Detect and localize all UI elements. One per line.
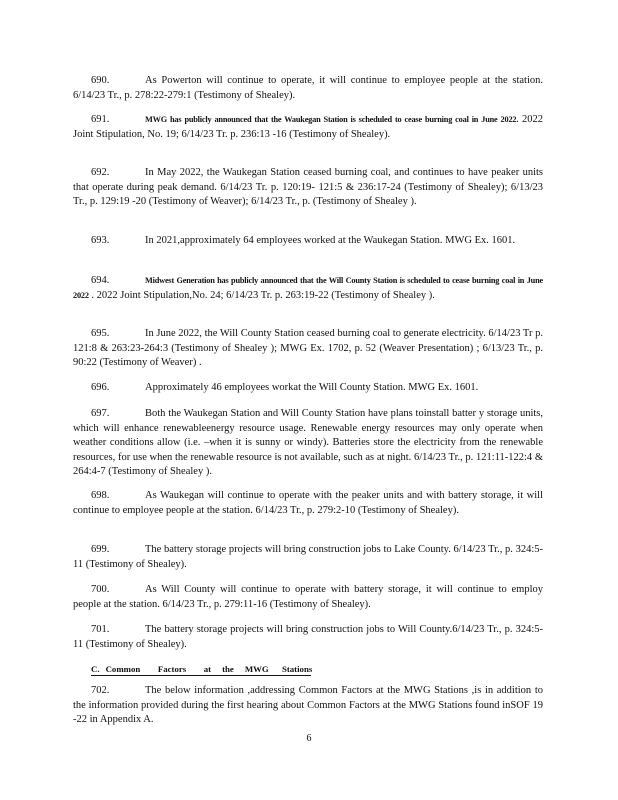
paragraph-text: . 2022 Joint Stipulation,No. 24; 6/14/23 Tr. p. 263:19-22 (Testimony of Shealey ). xyxy=(88,289,435,301)
paragraph-702 xyxy=(73,684,543,728)
paragraph-text: As Will County will continue to operate with battery storage, it will continue to employ people at the station. 6/14/23 Tr., p. 279:11-16 (Testimony of Shealey). xyxy=(73,584,543,610)
paragraph-692 xyxy=(73,166,543,210)
paragraph-701 xyxy=(73,623,543,652)
paragraph-lead-text: Midwest Generation has publicly announced that the Will County Station is scheduled to cease burning coal in June 2022 xyxy=(73,276,543,300)
section-title: Common Factors at the MWG Stations xyxy=(105,664,313,674)
paragraph-text: 2022 Joint Stipulation, No. 19; 6/14/23 Tr. p. 236:13 -16 (Testimony of Shealey). xyxy=(73,114,544,140)
paragraph-text: In May 2022, the Waukegan Station ceased burning coal, and continues to have peaker units that operate during peak demand. 6/14/23 Tr. p. 120:19- 121:5 & 236:17-24 (Testimony of Shealey); 6/13/23 Tr., p. 129:19 -20 (Testimony of Weaver); 6/14/23 Tr., p. (Testimony of Shealey ). xyxy=(73,167,543,207)
paragraph-700 xyxy=(73,583,543,612)
section-heading xyxy=(91,664,311,676)
paragraph-text: The below information ,addressing Common Factors at the MWG Stations ,is in addition to the information provided during the first hearing about Common Factors at the MWG Stations found inSOF 19 -22 in Appendix A. xyxy=(73,685,543,725)
paragraph-text: The battery storage projects will bring construction jobs to Lake County. 6/14/23 Tr., p. 324:5-11 (Testimony of Shealey). xyxy=(73,544,543,570)
paragraph-number: 701. xyxy=(91,624,110,635)
paragraph-699 xyxy=(73,543,543,572)
paragraph-694 xyxy=(73,274,543,303)
paragraph-number: 702. xyxy=(91,685,110,696)
paragraph-text: As Waukegan will continue to operate with the peaker units and with battery storage, it will continue to employee people at the station. 6/14/23 Tr., p. 279:2-10 (Testimony of Shealey). xyxy=(73,490,543,516)
paragraph-text: The battery storage projects will bring construction jobs to Will County.6/14/23 Tr., p. 324:5-11 (Testimony of Shealey). xyxy=(73,624,543,650)
paragraph-text: Approximately 46 employees workat the Will County Station. MWG Ex. 1601. xyxy=(145,382,479,393)
paragraph-number: 695. xyxy=(91,328,110,339)
paragraph-text: Both the Waukegan Station and Will County Station have plans toinstall batter y storage units, which will enhance renewableenergy resource usage. Renewable energy resources may only operate when weather conditions allow (i.e. –when it is sunny or windy). Batteries store the electricity from the renewable resources, for use when the renewable resource is not available, such as at night. 6/14/23 Tr., p. 121:11-122:4 & 264:4-7 (Testimony of Shealey ). xyxy=(73,408,543,477)
paragraph-number: 699. xyxy=(91,544,110,555)
paragraph-number: 692. xyxy=(91,167,110,178)
paragraph-number: 698. xyxy=(91,490,110,501)
section-letter: C. xyxy=(91,664,100,674)
paragraph-lead-text: MWG has publicly announced that the Waukegan Station is scheduled to cease burning coal in June 2022. xyxy=(145,115,519,124)
paragraph-number: 700. xyxy=(91,584,110,595)
paragraph-text: In June 2022, the Will County Station ceased burning coal to generate electricity. 6/14/23 Tr p. 121:8 & 263:23-264:3 (Testimony of Shealey ); MWG Ex. 1702, p. 52 (Weaver Presentation) ; 6/13/23 Tr., p. 90:22 (Testimony of Weaver) . xyxy=(73,328,543,368)
paragraph-690 xyxy=(73,74,543,103)
paragraph-number: 693. xyxy=(91,235,110,246)
paragraph-695 xyxy=(73,327,543,371)
paragraph-697 xyxy=(73,407,543,480)
paragraph-691 xyxy=(73,113,543,142)
paragraph-number: 696. xyxy=(91,382,110,393)
paragraph-696 xyxy=(73,381,543,396)
paragraph-text: In 2021,approximately 64 employees worked at the Waukegan Station. MWG Ex. 1601. xyxy=(145,235,516,246)
paragraph-number: 697. xyxy=(91,408,110,419)
paragraph-number: 690. xyxy=(91,75,110,86)
paragraph-text: As Powerton will continue to operate, it will continue to employee people at the station. 6/14/23 Tr., p. 278:22-279:1 (Testimony of Shealey). xyxy=(73,75,543,101)
paragraph-698 xyxy=(73,489,543,518)
paragraph-number: 691. xyxy=(91,114,110,125)
paragraph-number: 694. xyxy=(91,275,110,286)
page-number: 6 xyxy=(306,733,312,744)
paragraph-693 xyxy=(73,234,543,249)
